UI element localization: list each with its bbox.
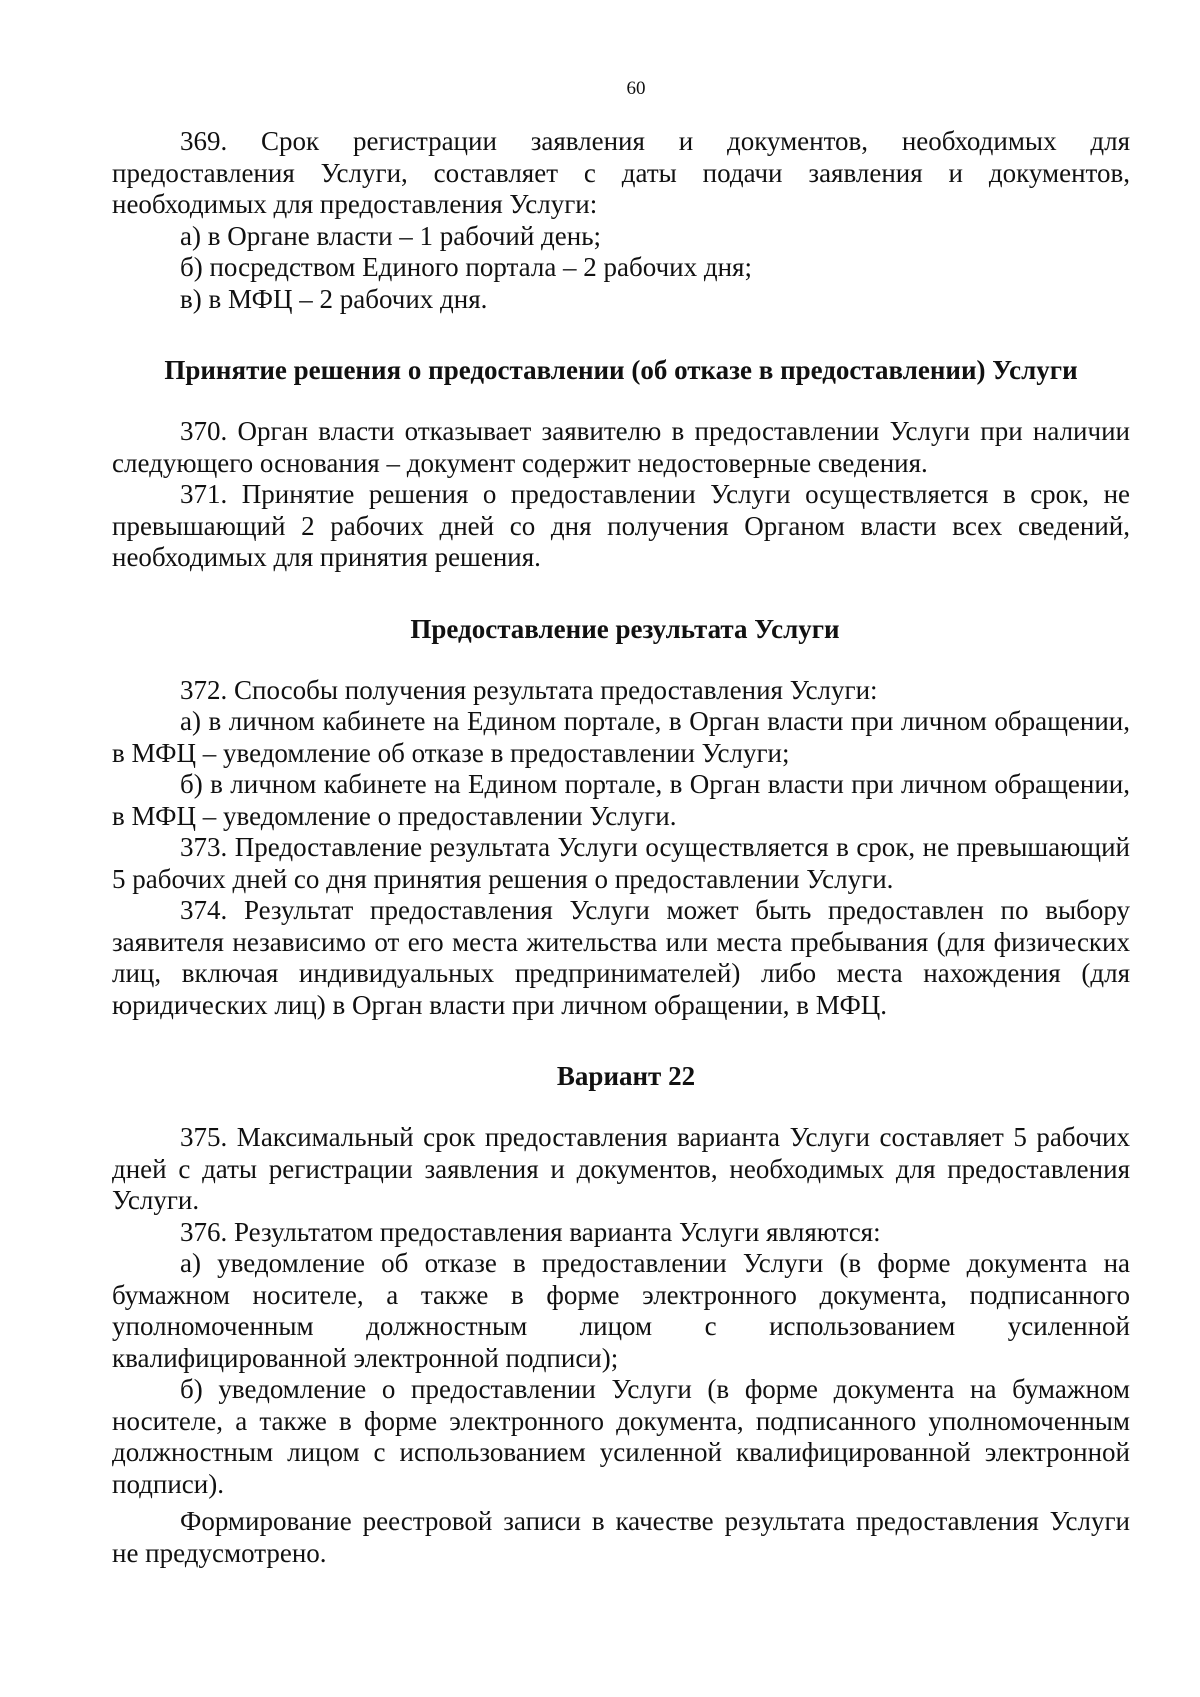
page-number: 60: [626, 78, 646, 99]
paragraph-374: 374. Результат предоставления Услуги может быть предоставлен по выбору заявителя независимо от его места жительства или места пребывания (для физических лиц, включая индивидуальных предпринимателей) либо места нахождения (для юридических лиц) в Орган власти при личном обращении, в МФЦ.: [112, 895, 1130, 1020]
section-heading-variant: Вариант 22: [556, 1061, 696, 1091]
paragraph-369: 369. Срок регистрации заявления и документов, необходимых для предоставления Услуги, составляет с даты подачи заявления и документов, необходимых для предоставления Услуги:: [112, 126, 1130, 219]
paragraph-376-a: а) уведомление об отказе в предоставлении Услуги (в форме документа на бумажном носителе, а также в форме электронного документа, подписанного уполномоченным должностным лицом с использованием усиленной квалифицированной электронной подписи);: [112, 1248, 1130, 1373]
paragraph-370: 370. Орган власти отказывает заявителю в предоставлении Услуги при наличии следующего основания – документ содержит недостоверные сведения.: [112, 416, 1130, 478]
paragraph-376-b: б) уведомление о предоставлении Услуги (в форме документа на бумажном носителе, а также в форме электронного документа, подписанного уполномоченным должностным лицом с использованием усиленной квалифицированной электронной подписи).: [112, 1374, 1130, 1499]
paragraph-369-b: б) посредством Единого портала – 2 рабочих дня;: [180, 252, 752, 282]
paragraph-371: 371. Принятие решения о предоставлении Услуги осуществляется в срок, не превышающий 2 рабочих дней со дня получения Органом власти всех сведений, необходимых для принятия решения.: [112, 479, 1130, 572]
paragraph-registry-note: Формирование реестровой записи в качестве результата предоставления Услуги не предусмотрено.: [112, 1506, 1130, 1568]
section-heading-decision: Принятие решения о предоставлении (об отказе в предоставлении) Услуги: [164, 355, 1078, 385]
paragraph-372-a: а) в личном кабинете на Едином портале, в Орган власти при личном обращении, в МФЦ – уведомление об отказе в предоставлении Услуги;: [112, 706, 1130, 768]
paragraph-376: 376. Результатом предоставления варианта Услуги являются:: [180, 1216, 881, 1247]
paragraph-369-a: а) в Органе власти – 1 рабочий день;: [180, 220, 602, 251]
paragraph-372: 372. Способы получения результата предоставления Услуги:: [180, 674, 878, 705]
paragraph-372-b: б) в личном кабинете на Едином портале, в Орган власти при личном обращении, в МФЦ – уведомление о предоставлении Услуги.: [112, 769, 1130, 831]
paragraph-375: 375. Максимальный срок предоставления варианта Услуги составляет 5 рабочих дней с даты регистрации заявления и документов, необходимых для предоставления Услуги.: [112, 1122, 1130, 1215]
paragraph-369-v: в) в МФЦ – 2 рабочих дня.: [180, 283, 488, 314]
document-page: [112, 78, 1130, 1569]
section-heading-result: Предоставление результата Услуги: [410, 613, 840, 644]
paragraph-373: 373. Предоставление результата Услуги осуществляется в срок, не превышающий 5 рабочих дней со дня принятия решения о предоставлении Услуги.: [112, 832, 1130, 894]
